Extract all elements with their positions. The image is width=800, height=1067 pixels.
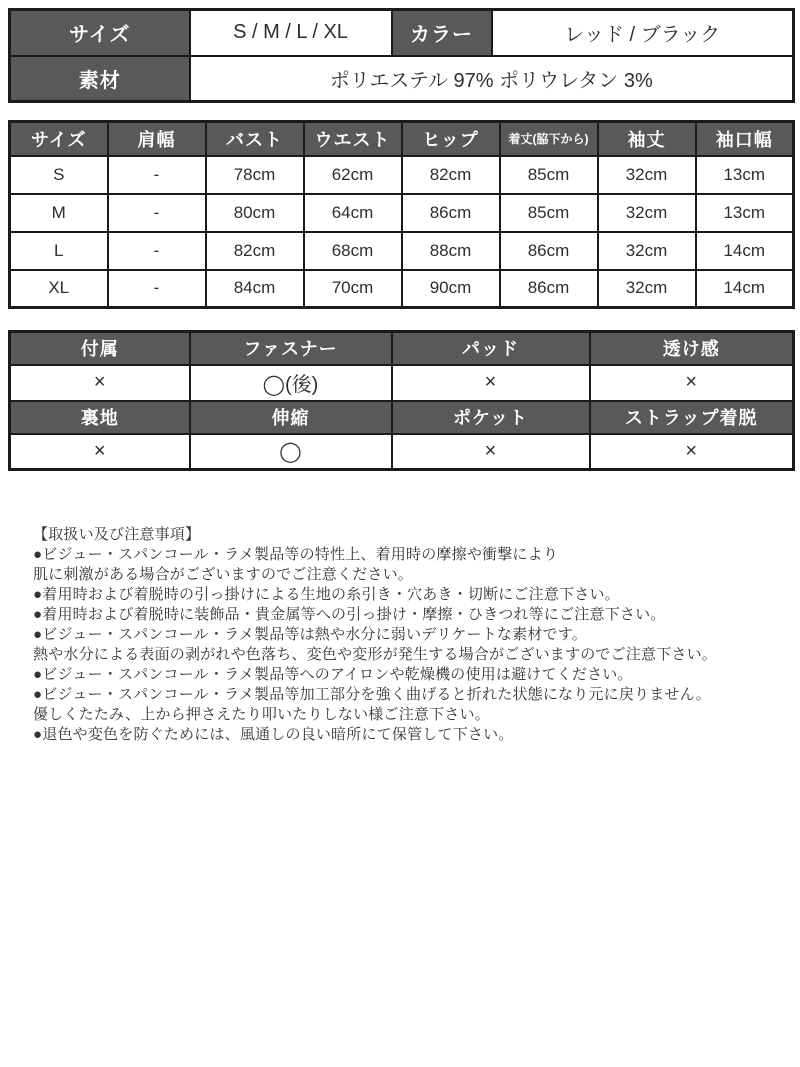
cell-size: M [10, 194, 108, 232]
product-spec-table [8, 8, 795, 103]
cell-bust: 80cm [206, 194, 304, 232]
cell-bust: 78cm [206, 156, 304, 194]
cell-length: 85cm [500, 194, 598, 232]
cell-sleeve-length: 32cm [598, 270, 696, 308]
value-fastener: ◯(後) [190, 365, 392, 401]
feature-header-row-2 [10, 401, 794, 434]
column-header-cuff-width: 袖口幅 [696, 122, 794, 156]
care-note-line: 優しくたたみ、上から押さえたり叩いたりしない様ご注意下さい。 [33, 706, 490, 723]
cell-bust: 84cm [206, 270, 304, 308]
header-pad: パッド [392, 332, 590, 365]
cell-sleeve-length: 32cm [598, 156, 696, 194]
cell-hip: 90cm [402, 270, 500, 308]
color-label: カラー [392, 10, 492, 56]
care-note-line: ●ビジュー・スパンコール・ラメ製品等加工部分を強く曲げると折れた状態になり元に戻りません。 [33, 686, 711, 703]
cell-shoulder: - [108, 156, 206, 194]
header-pocket: ポケット [392, 401, 590, 434]
cell-shoulder: - [108, 232, 206, 270]
care-note-line: ●着用時および着脱時に装飾品・貴金属等への引っ掛け・摩擦・ひきつれ等にご注意下さい。 [33, 606, 666, 623]
column-header-hip: ヒップ [402, 122, 500, 156]
care-note-line: 肌に刺激がある場合がございますのでご注意ください。 [33, 566, 414, 583]
material-label: 素材 [10, 56, 190, 102]
size-value: S / M / L / XL [190, 10, 392, 56]
cell-waist: 62cm [304, 156, 402, 194]
care-note-line: ●ビジュー・スパンコール・ラメ製品等の特性上、着用時の摩擦や衝撃により [33, 546, 559, 563]
size-chart-row-l [10, 232, 794, 270]
column-header-length: 着丈(脇下から) [500, 122, 598, 156]
header-strap-removal: ストラップ着脱 [590, 401, 794, 434]
header-sheerness: 透け感 [590, 332, 794, 365]
header-fastener: ファスナー [190, 332, 392, 365]
header-stretch: 伸縮 [190, 401, 392, 434]
header-lining: 裏地 [10, 401, 190, 434]
cell-waist: 68cm [304, 232, 402, 270]
value-sheerness: × [590, 365, 794, 401]
care-note-line: ●退色や変色を防ぐためには、風通しの良い暗所にて保管して下さい。 [33, 726, 514, 743]
cell-length: 86cm [500, 270, 598, 308]
value-pocket: × [392, 434, 590, 470]
value-stretch: ◯ [190, 434, 392, 470]
value-strap-removal: × [590, 434, 794, 470]
feature-table [8, 330, 795, 471]
cell-cuff-width: 13cm [696, 156, 794, 194]
care-note-line: ●ビジュー・スパンコール・ラメ製品等は熱や水分に弱いデリケートな素材です。 [33, 626, 587, 643]
cell-size: XL [10, 270, 108, 308]
cell-bust: 82cm [206, 232, 304, 270]
column-header-bust: バスト [206, 122, 304, 156]
cell-hip: 86cm [402, 194, 500, 232]
cell-hip: 88cm [402, 232, 500, 270]
column-header-shoulder: 肩幅 [108, 122, 206, 156]
column-header-waist: ウエスト [304, 122, 402, 156]
value-pad: × [392, 365, 590, 401]
cell-cuff-width: 13cm [696, 194, 794, 232]
column-header-size: サイズ [10, 122, 108, 156]
feature-header-row-1 [10, 332, 794, 365]
care-note-line: ●ビジュー・スパンコール・ラメ製品等へのアイロンや乾燥機の使用は避けてください。 [33, 666, 633, 683]
size-label: サイズ [10, 10, 190, 56]
cell-shoulder: - [108, 270, 206, 308]
value-lining: × [10, 434, 190, 470]
cell-hip: 82cm [402, 156, 500, 194]
cell-length: 85cm [500, 156, 598, 194]
cell-size: L [10, 232, 108, 270]
size-chart-row-xl [10, 270, 794, 308]
color-value: レッド / ブラック [492, 10, 794, 56]
cell-waist: 70cm [304, 270, 402, 308]
cell-size: S [10, 156, 108, 194]
column-header-sleeve-length: 袖丈 [598, 122, 696, 156]
cell-sleeve-length: 32cm [598, 194, 696, 232]
cell-cuff-width: 14cm [696, 232, 794, 270]
cell-sleeve-length: 32cm [598, 232, 696, 270]
care-notes-title: 【取扱い及び注意事項】 [33, 526, 201, 543]
feature-value-row-2 [10, 434, 794, 470]
size-chart-table [8, 120, 795, 309]
value-accessory: × [10, 365, 190, 401]
feature-value-row-1 [10, 365, 794, 401]
size-chart-row-s [10, 156, 794, 194]
header-accessory: 付属 [10, 332, 190, 365]
cell-shoulder: - [108, 194, 206, 232]
material-value: ポリエステル 97% ポリウレタン 3% [190, 56, 794, 102]
size-chart-row-m [10, 194, 794, 232]
care-notes [33, 525, 783, 745]
care-note-line: 熱や水分による表面の剥がれや色落ち、変色や変形が発生する場合がございますのでご注意下さい。 [33, 646, 718, 663]
cell-cuff-width: 14cm [696, 270, 794, 308]
cell-length: 86cm [500, 232, 598, 270]
size-chart-header-row [10, 122, 794, 156]
cell-waist: 64cm [304, 194, 402, 232]
care-note-line: ●着用時および着脱時の引っ掛けによる生地の糸引き・穴あき・切断にご注意下さい。 [33, 586, 620, 603]
